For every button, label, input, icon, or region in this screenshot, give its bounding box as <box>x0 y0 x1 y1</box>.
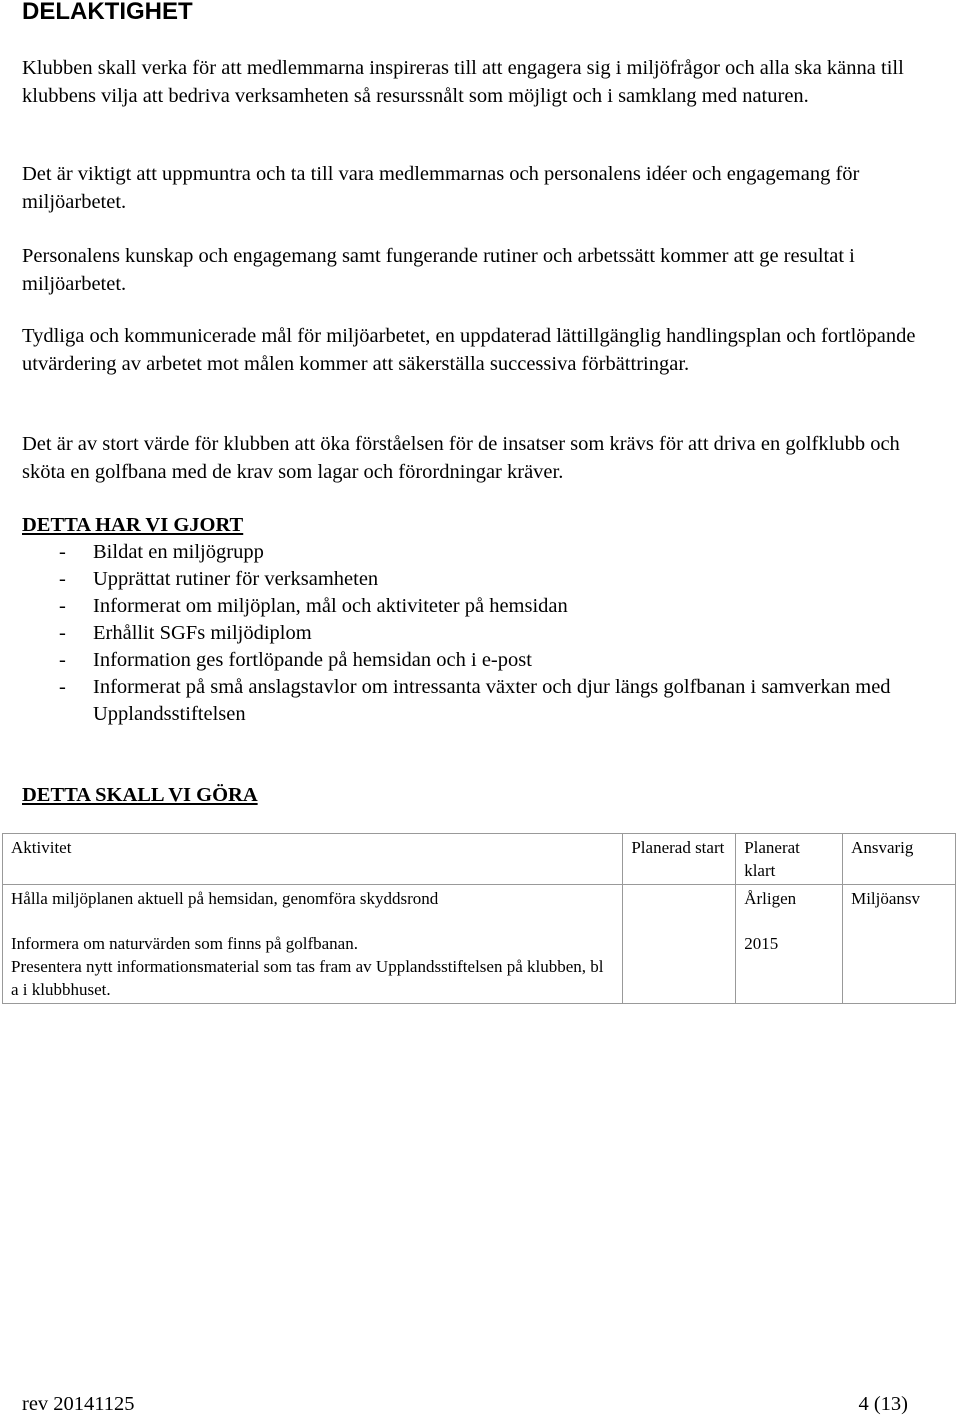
footer-page-number: 4 (13) <box>858 1393 908 1415</box>
column-header-planned-start: Planerad start <box>623 834 736 885</box>
list-item-text: Upprättat rutiner för verksamheten <box>93 568 379 590</box>
section-title-done: DETTA HAR VI GJORT <box>22 514 244 536</box>
cell-activity: Hålla miljöplanen aktuell på hemsidan, genomföra skyddsrond <box>3 885 623 913</box>
cell-activity-line: Presentera nytt informationsmaterial som tas fram av Upplandsstiftelsen på klubben, bl a i klubbhuset. <box>11 957 604 999</box>
footer-revision: rev 20141125 <box>22 1393 135 1415</box>
list-dash: - <box>59 568 66 590</box>
table-row <box>3 912 956 1004</box>
list-dash: - <box>59 649 66 671</box>
cell-activity-line: Informera om naturvärden som finns på golfbanan. <box>11 934 358 953</box>
list-item-text: Erhållit SGFs miljödiplom <box>93 622 312 644</box>
list-item-text: Informerat på små anslagstavlor om intressanta växter och djur längs golfbanan i samverkan med Upplandsstiftelsen <box>93 676 891 725</box>
paragraph-understanding: Det är av stort värde för klubben att öka förståelsen för de insatser som krävs för att driva en golfklubb och sköta en golfbana med de krav som lagar och förordningar kräver. <box>22 433 900 483</box>
cell-planned-done: Årligen <box>736 885 843 913</box>
list-dash: - <box>59 541 66 563</box>
paragraph-goals: Tydliga och kommunicerade mål för miljöarbetet, en uppdaterad lättillgänglig handlingsplan och fortlöpande utvärdering av arbetet mot målen kommer att säkerställa successiva förbättringar. <box>22 325 916 375</box>
list-item <box>22 566 922 593</box>
column-header-activity: Aktivitet <box>3 834 623 885</box>
list-item-text: Informerat om miljöplan, mål och aktiviteter på hemsidan <box>93 595 568 617</box>
list-item-text: Information ges fortlöpande på hemsidan och i e-post <box>93 649 532 671</box>
table-header-row <box>3 834 956 885</box>
cell-planned-start <box>623 885 736 913</box>
page-heading: DELAKTIGHET <box>22 0 193 25</box>
paragraph-ideas: Det är viktigt att uppmuntra och ta till vara medlemmarnas och personalens idéer och engagemang för miljöarbetet. <box>22 163 860 213</box>
paragraph-intro: Klubben skall verka för att medlemmarna inspireras till att engagera sig i miljöfrågor och alla ska känna till klubbens vilja att bedriva verksamheten så resurssnålt som möjligt och i samklang med naturen. <box>22 57 904 107</box>
list-item <box>22 539 922 566</box>
list-dash: - <box>59 595 66 617</box>
list-item <box>22 593 922 620</box>
cell-planned-start <box>623 912 736 1004</box>
column-header-responsible: Ansvarig <box>843 834 956 885</box>
list-dash: - <box>59 622 66 644</box>
done-list <box>22 539 922 728</box>
cell-responsible <box>843 912 956 1004</box>
list-dash: - <box>59 676 66 698</box>
cell-responsible: Miljöansv <box>843 885 956 913</box>
column-header-planned-done: Planerat klart <box>736 834 843 885</box>
paragraph-staff: Personalens kunskap och engagemang samt fungerande rutiner och arbetssätt kommer att ge resultat i miljöarbetet. <box>22 245 855 295</box>
table-row <box>3 885 956 913</box>
list-item <box>22 647 922 674</box>
section-title-todo: DETTA SKALL VI GÖRA <box>22 784 258 806</box>
list-item <box>22 620 922 647</box>
list-item <box>22 674 922 728</box>
list-item-text: Bildat en miljögrupp <box>93 541 264 563</box>
action-plan-table <box>2 833 956 1004</box>
cell-activity <box>3 912 623 1004</box>
cell-planned-done: 2015 <box>736 912 843 1004</box>
